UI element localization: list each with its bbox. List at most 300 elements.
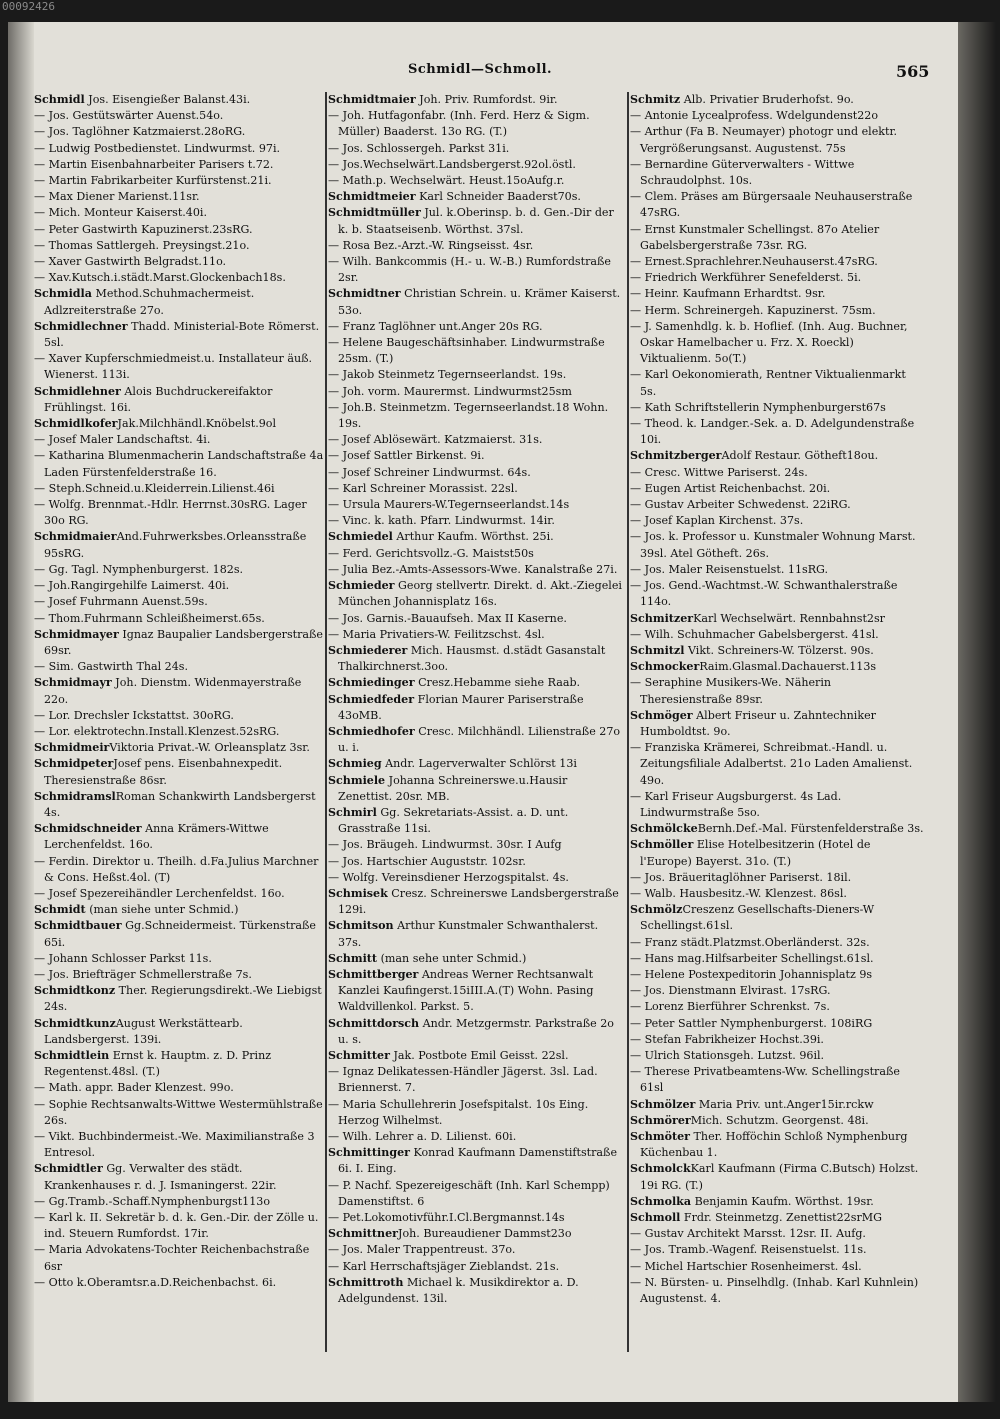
entry-text: Johanna Schreinerswe.u.Hausir Zenettist. 20sr. MB. (338, 773, 568, 803)
directory-entry (328, 967, 622, 1016)
entry-text: — Ernst Kunstmaler Schellingst. 87o Atelier Gabelsbergerstraße 73sr. RG. (630, 222, 880, 252)
directory-entry (630, 124, 924, 156)
directory-entry (630, 1210, 924, 1226)
directory-entry (630, 643, 924, 659)
directory-entry (34, 594, 328, 610)
directory-entry (630, 1048, 924, 1064)
entry-text: — Jos. Bräueritaglöhner Pariserst. 18il. (630, 870, 852, 884)
directory-entry (34, 1097, 328, 1129)
entry-text: — Joh.B. Steinmetzm. Tegernseerlandst.18 Wohn. 19s. (328, 400, 609, 431)
directory-entry (328, 254, 622, 286)
entry-text: — Herm. Schreinergeh. Kapuzinerst. 75sm. (630, 303, 876, 317)
entry-text: — Helene Baugeschäftsinhaber. Lindwurmstraße 25sm. (T.) (328, 336, 605, 366)
directory-entry (630, 1064, 924, 1096)
entry-text: — Helene Postexpeditorin Johannisplatz 9s (630, 967, 873, 981)
directory-entry (328, 432, 622, 448)
directory-entry (630, 1275, 924, 1307)
entry-text: Creszenz Gesellschafts-Dieners-W Schellingst.61sl. (640, 903, 875, 933)
directory-entry (328, 562, 622, 578)
directory-entry (630, 1016, 924, 1032)
entry-text: — Jos. Briefträger Schmellerstraße 7s. (34, 967, 252, 981)
directory-entry (630, 400, 924, 416)
entry-text: — Ernest.Sprachlehrer.Neuhauserst.47sRG. (630, 255, 878, 269)
directory-entry (630, 529, 924, 561)
directory-entry (34, 351, 328, 383)
entry-text: Benjamin Kaufm. Wörthst. 19sr. (691, 1194, 874, 1208)
entry-text: Ernst k. Hauptm. z. D. Prinz Regentenst.48sl. (T.) (44, 1048, 272, 1079)
entry-text: — Sophie Rechtsanwalts-Wittwe Westermühlstraße 26s. (34, 1097, 323, 1127)
directory-entry (630, 367, 924, 399)
directory-entry (34, 1080, 328, 1096)
column-divider (325, 92, 327, 1352)
directory-entry (34, 157, 328, 173)
entry-text: Frdr. Steinmetzg. Zenettist22srMG (680, 1211, 882, 1225)
entry-surname: Schmidl (34, 93, 85, 106)
entry-text: — Seraphine Musikers-We. Näherin Theresienstraße 89sr. (630, 676, 832, 706)
directory-entry (328, 578, 622, 610)
entry-text: — Antonie Lycealprofess. Wdelgundenst22o (630, 109, 879, 123)
entry-text: — Katharina Blumenmacherin Landschaftstraße 4a Laden Fürstenfelderstraße 16. (34, 449, 324, 479)
entry-surname: Schmidtlein (34, 1048, 110, 1062)
directory-entry (328, 870, 622, 886)
directory-entry (34, 562, 328, 578)
entry-text: — Theod. k. Landger.-Sek. a. D. Adelgundenstraße 10i. (630, 417, 915, 447)
directory-entry (34, 416, 328, 432)
entry-text: — Steph.Schneid.u.Kleiderrein.Lilienst.46i (34, 481, 275, 495)
directory-entry (328, 400, 622, 432)
entry-text: — Vinc. k. kath. Pfarr. Lindwurmst. 14ir. (328, 514, 555, 528)
directory-entry (630, 1032, 924, 1048)
directory-entry (328, 1178, 622, 1210)
directory-entry (630, 902, 924, 934)
directory-entry (630, 999, 924, 1015)
directory-entry (328, 1275, 622, 1307)
directory-entry (328, 1097, 622, 1129)
entry-text: — Pet.Lokomotivführ.I.Cl.Bergmannst.14s (328, 1211, 565, 1225)
entry-text: — Franz Taglöhner unt.Anger 20s RG. (328, 319, 543, 333)
entry-text: — Mich. Monteur Kaiserst.40i. (34, 206, 207, 220)
entry-text: Joh. Dienstm. Widenmayerstraße 22o. (44, 676, 302, 706)
entry-text: — Ignaz Delikatessen-Händler Jägerst. 3sl. Lad. Briennerst. 7. (328, 1065, 598, 1095)
entry-text: — Jos. Hartschier Auguststr. 102sr. (328, 854, 526, 868)
directory-entry (630, 562, 924, 578)
directory-entry (630, 1242, 924, 1258)
entry-text: — Friedrich Werkführer Senefelderst. 5i. (630, 271, 862, 285)
entry-text: Bernh.Def.-Mal. Fürstenfelderstraße 3s. (697, 822, 924, 836)
entry-surname: Schmidmayer (34, 627, 119, 641)
directory-entry (630, 708, 924, 740)
directory-entry (630, 465, 924, 481)
entry-text: — Joh.Rangirgehilfe Laimerst. 40i. (34, 579, 230, 593)
directory-entry (630, 157, 924, 189)
directory-entry (34, 789, 328, 821)
entry-surname: Schmolck (630, 1162, 691, 1176)
entry-surname: Schmidmayr (34, 676, 112, 690)
directory-entry (34, 854, 328, 886)
entry-text: — Lorenz Bierführer Schrenkst. 7s. (630, 1000, 830, 1014)
entry-text: Anna Krämers-Wittwe Lerchenfeldst. 16o. (44, 822, 269, 852)
entry-text: — Wilh. Lehrer a. D. Lilienst. 60i. (328, 1130, 517, 1143)
entry-text: — Franziska Krämerei, Schreibmat.-Handl. u. Zeitungsfiliale Adalbertst. 21o Laden Amalienst. 49o. (630, 741, 913, 787)
entry-surname: Schmiedinger (328, 676, 415, 690)
entry-text: Andr. Metzgermstr. Parkstraße 2o u. s. (338, 1016, 614, 1046)
entry-text: (man sehe unter Schmid.) (377, 951, 527, 965)
entry-surname: Schmitter (328, 1048, 390, 1062)
entry-surname: Schmidlehner (34, 384, 121, 398)
directory-entry (34, 756, 328, 788)
directory-entry (630, 1259, 924, 1275)
entry-surname: Schmiele (328, 773, 386, 787)
directory-entry (328, 238, 622, 254)
entry-text: Arthur Kunstmaler Schwanthalerst. 37s. (338, 919, 599, 949)
entry-surname: Schmittroth (328, 1275, 404, 1289)
entry-text: — Lor. Drechsler Ickstattst. 30oRG. (34, 708, 234, 722)
entry-surname: Schmölcke (630, 822, 698, 836)
column-1 (34, 92, 328, 1297)
directory-entry (328, 92, 622, 108)
directory-entry (630, 983, 924, 999)
entry-text: — Maria Privatiers-W. Feilitzschst. 4sl. (328, 627, 545, 641)
directory-entry (328, 1016, 622, 1048)
directory-entry (328, 108, 622, 140)
directory-entry (630, 254, 924, 270)
directory-entry (34, 173, 328, 189)
entry-text: — Martin Fabrikarbeiter Kurfürstenst.21i. (34, 174, 272, 188)
entry-text: Gg.Schneidermeist. Türkenstraße 65i. (44, 919, 316, 949)
directory-entry (34, 497, 328, 529)
entry-text: — Jos. Maler Reisenstuelst. 11sRG. (630, 562, 829, 576)
directory-entry (630, 481, 924, 497)
entry-surname: Schmidschneider (34, 822, 142, 836)
directory-entry (328, 643, 622, 675)
entry-text: — Rosa Bez.-Arzt.-W. Ringseisst. 4sr. (328, 238, 534, 252)
entry-text: Viktoria Privat.-W. Orleansplatz 3sr. (109, 741, 310, 755)
directory-entry (630, 837, 924, 869)
directory-entry (630, 675, 924, 707)
entry-text: — Eugen Artist Reichenbachst. 20i. (630, 481, 831, 495)
directory-entry (630, 108, 924, 124)
column-divider (627, 92, 629, 1352)
entry-text: — Xaver Kupferschmiedmeist.u. Installateur äuß. Wienerst. 113i. (34, 352, 313, 382)
entry-surname: Schmolka (630, 1194, 692, 1208)
entry-text: — Maria Advokatens-Tochter Reichenbachstraße 6sr (34, 1243, 310, 1273)
directory-entry (630, 513, 924, 529)
directory-entry (34, 740, 328, 756)
entry-text: — Walb. Hausbesitz.-W. Klenzest. 86sl. (630, 886, 847, 900)
entry-text: — P. Nachf. Spezereigeschäft (Inh. Karl Schempp) Damenstiftst. 6 (328, 1178, 610, 1208)
directory-entry (34, 659, 328, 675)
directory-page (8, 22, 966, 1402)
entry-text: Karl Wechselwärt. Rennbahnst2sr (693, 611, 885, 625)
directory-entry (328, 141, 622, 157)
entry-text: — Clem. Präses am Bürgersaale Neuhauserstraße 47sRG. (630, 190, 913, 220)
entry-text: Cresz.Hebamme siehe Raab. (414, 676, 581, 690)
directory-entry (328, 189, 622, 205)
entry-text: — Joh. vorm. Maurermst. Lindwurmst25sm (328, 384, 572, 398)
directory-entry (328, 1242, 622, 1258)
entry-text: — Jos. Schlossergeh. Parkst 31i. (328, 141, 510, 155)
entry-text: — Kath Schriftstellerin Nymphenburgerst67s (630, 400, 886, 414)
entry-text: — Stefan Fabrikheizer Hochst.39i. (630, 1032, 824, 1046)
page-number: 565 (896, 62, 930, 81)
entry-text: Elise Hotelbesitzerin (Hotel de l'Europe) Bayerst. 31o. (T.) (640, 838, 871, 868)
directory-entry (630, 189, 924, 221)
directory-entry (328, 805, 622, 837)
entry-text: Ther. Regierungsdirekt.-We Liebigst 24s. (44, 984, 322, 1014)
entry-text: — Vikt. Buchbindermeist.-We. Maximilianstraße 3 Entresol. (34, 1130, 315, 1160)
directory-entry (34, 222, 328, 238)
entry-text: Ignaz Baupalier Landsbergerstraße 69sr. (44, 627, 323, 657)
entry-surname: Schmiederer (328, 643, 408, 657)
entry-surname: Schmidtkonz (34, 984, 116, 998)
directory-entry (630, 821, 924, 837)
directory-entry (328, 886, 622, 918)
directory-entry (34, 270, 328, 286)
entry-surname: Schmidtler (34, 1162, 103, 1176)
directory-entry (34, 189, 328, 205)
entry-surname: Schmölz (630, 903, 683, 917)
entry-text: — Sim. Gastwirth Thal 24s. (34, 660, 189, 674)
entry-surname: Schmieder (328, 579, 395, 593)
entry-surname: Schmitt (328, 951, 378, 965)
entry-surname: Schmoll (630, 1211, 681, 1225)
entry-text: — Wolfg. Vereinsdiener Herzogspitalst. 4s. (328, 870, 569, 884)
entry-text: — Jos. Garnis.-Bauaufseh. Max II Kaserne. (328, 611, 567, 625)
entry-surname: Schmittdorsch (328, 1016, 420, 1030)
directory-entry (328, 692, 622, 724)
directory-entry (34, 627, 328, 659)
entry-surname: Schmittinger (328, 1146, 410, 1160)
entry-text: — Jos. Gend.-Wachtmst.-W. Schwanthalerstraße 114o. (630, 579, 898, 609)
directory-entry (34, 448, 328, 480)
entry-text: — Bernardine Güterverwalters - Wittwe Schraudolphst. 10s. (630, 157, 855, 188)
entry-text: — Josef Fuhrmann Auenst.59s. (34, 595, 208, 609)
entry-surname: Schmidtkunz (34, 1016, 116, 1030)
directory-entry (630, 611, 924, 627)
directory-entry (34, 611, 328, 627)
entry-text: — Hans mag.Hilfsarbeiter Schellingst.61sl. (630, 951, 874, 965)
directory-entry (630, 1097, 924, 1113)
entry-text: Ther. Hofföchin Schloß Nymphenburg Küchenbau 1. (640, 1130, 908, 1160)
directory-entry (630, 92, 924, 108)
entry-text: (man siehe unter Schmid.) (85, 903, 239, 917)
entry-text: — J. Samenhdlg. k. b. Hoflief. (Inh. Aug. Buchner, Oskar Hamelbacher u. Frz. X. Roeckl) Viktualienm. 5o(T.) (630, 319, 908, 366)
directory-entry (328, 1129, 622, 1145)
entry-surname: Schmieg (328, 757, 382, 771)
entry-text: Georg stellvertr. Direkt. d. Akt.-Ziegelei München Johannisplatz 16s. (338, 579, 622, 609)
entry-text: — Josef Kaplan Kirchenst. 37s. (630, 514, 804, 528)
entry-text: — Jos. Taglöhner Katzmaierst.28oRG. (34, 125, 246, 139)
directory-entry (630, 951, 924, 967)
entry-text: Michael k. Musikdirektor a. D. Adelgundenst. 13il. (338, 1275, 579, 1306)
entry-text: — Jos. k. Professor u. Kunstmaler Wohnung Marst. 39sl. Atel Götheft. 26s. (630, 530, 916, 560)
directory-entry (630, 740, 924, 789)
entry-text: — Lor. elektrotechn.Install.Klenzest.52sRG. (34, 724, 280, 738)
directory-entry (328, 448, 622, 464)
running-head: Schmidl—Schmoll. (408, 62, 553, 77)
entry-surname: Schmocker (630, 660, 700, 674)
directory-entry (630, 935, 924, 951)
entry-text: — N. Bürsten- u. Pinselhdlg. (Inhab. Karl Kuhnlein) Augustenst. 4. (630, 1275, 919, 1306)
entry-text: Gg. Sekretariats-Assist. a. D. unt. Grasstraße 11si. (338, 805, 569, 836)
entry-text: Karl Kaufmann (Firma C.Butsch) Holzst. 19i RG. (T.) (640, 1162, 919, 1192)
directory-entry (34, 1194, 328, 1210)
entry-text: — Josef Sattler Birkenst. 9i. (328, 449, 485, 463)
entry-text: Jak.Milchhändl.Knöbelst.9ol (117, 417, 277, 431)
entry-text: — Ursula Maurers-W.Tegernseerlandst.14s (328, 498, 570, 512)
entry-text: — Josef Ablösewärt. Katzmaierst. 31s. (328, 433, 543, 447)
directory-entry (630, 659, 924, 675)
column-2 (328, 92, 622, 1306)
directory-entry (328, 951, 622, 967)
entry-text: — Arthur (Fa B. Neumayer) photogr und elektr. Vergrößerungsanst. Augustenst. 75s (630, 125, 898, 155)
directory-entry (328, 546, 622, 562)
directory-entry (328, 465, 622, 481)
entry-text: — Math. appr. Bader Klenzest. 99o. (34, 1081, 234, 1095)
directory-entry (34, 708, 328, 724)
directory-entry (328, 1259, 622, 1275)
entry-text: — Max Diener Marienst.11sr. (34, 190, 200, 204)
directory-entry (34, 724, 328, 740)
entry-surname: Schmidmaier (34, 530, 117, 544)
directory-entry (34, 1275, 328, 1291)
entry-text: — Karl Schreiner Morassist. 22sl. (328, 481, 518, 495)
entry-surname: Schmitzl (630, 643, 685, 657)
entry-text: — Jos.Wechselwärt.Landsbergerst.92ol.östl. (328, 157, 576, 171)
directory-entry (34, 384, 328, 416)
directory-entry (630, 967, 924, 983)
entry-text: Adolf Restaur. Götheft18ou. (721, 449, 879, 463)
directory-entry (630, 1194, 924, 1210)
entry-surname: Schmitzer (630, 611, 694, 625)
directory-entry (34, 1210, 328, 1242)
directory-entry (328, 724, 622, 756)
directory-entry (630, 270, 924, 286)
entry-surname: Schmidlkofer (34, 417, 118, 431)
page-edge-shadow (958, 22, 996, 1402)
entry-surname: Schmiedfeder (328, 692, 415, 706)
entry-text: — Wolfg. Brennmat.-Hdlr. Herrnst.30sRG. Lager 30o RG. (34, 498, 307, 528)
entry-text: Konrad Kaufmann Damenstiftstraße 6i. I. Eing. (338, 1146, 618, 1176)
directory-entry (630, 870, 924, 886)
entry-text: — Ferdin. Direktor u. Theilh. d.Fa.Julius Marchner & Cons. Heßst.4ol. (T) (34, 854, 319, 884)
entry-surname: Schmitzberger (630, 449, 722, 463)
entry-text: — Gg. Tagl. Nymphenburgerst. 182s. (34, 562, 244, 576)
entry-text: — Martin Eisenbahnarbeiter Parisers t.72. (34, 157, 274, 171)
directory-entry (34, 481, 328, 497)
directory-entry (34, 1016, 328, 1048)
entry-text: Roman Schankwirth Landsbergerst 4s. (44, 789, 316, 819)
entry-text: Christian Schrein. u. Krämer Kaiserst. 53o. (338, 287, 621, 317)
entry-text: Cresz. Schreinerswe Landsbergerstraße 129i. (338, 886, 619, 917)
entry-text: Jos. Eisengießer Balanst.43i. (84, 93, 251, 106)
directory-entry (328, 918, 622, 950)
entry-surname: Schmöter (630, 1130, 690, 1143)
directory-entry (328, 335, 622, 367)
directory-entry (34, 967, 328, 983)
entry-text: — Cresc. Wittwe Pariserst. 24s. (630, 465, 808, 479)
directory-entry (328, 513, 622, 529)
directory-entry (328, 286, 622, 318)
entry-surname: Schmölzer (630, 1097, 696, 1111)
directory-entry (34, 983, 328, 1015)
entry-text: Cresc. Milchhändl. Lilienstraße 27o u. i. (338, 724, 621, 755)
directory-entry (34, 254, 328, 270)
entry-text: — Josef Schreiner Lindwurmst. 64s. (328, 465, 531, 479)
entry-surname: Schmidt (34, 903, 86, 917)
directory-entry (328, 837, 622, 853)
entry-surname: Schmidlechner (34, 319, 128, 333)
entry-surname: Schmitson (328, 919, 394, 933)
entry-text: — Josef Maler Landschaftst. 4i. (34, 433, 211, 447)
entry-text: Alois Buchdruckereifaktor Frühlingst. 16i. (44, 384, 273, 414)
entry-text: — Thomas Sattlergeh. Preysingst.21o. (34, 238, 250, 252)
directory-entry (328, 1064, 622, 1096)
directory-entry (630, 789, 924, 821)
directory-entry (328, 529, 622, 545)
entry-text: — Math.p. Wechselwärt. Heust.15oAufg.r. (328, 174, 565, 188)
entry-surname: Schmitz (630, 93, 681, 106)
directory-entry (630, 578, 924, 610)
entry-surname: Schmidla (34, 287, 92, 301)
entry-text: Jak. Postbote Emil Geisst. 22sl. (389, 1048, 569, 1062)
entry-surname: Schmidramsl (34, 789, 116, 803)
directory-entry (34, 1129, 328, 1161)
entry-text: Mich. Schutzm. Georgenst. 48i. (690, 1113, 869, 1127)
directory-entry (328, 756, 622, 772)
directory-entry (328, 675, 622, 691)
directory-entry (630, 448, 924, 464)
entry-text: — Xaver Gastwirth Belgradst.11o. (34, 255, 227, 269)
directory-entry (34, 951, 328, 967)
entry-surname: Schmidpeter (34, 757, 114, 771)
entry-surname: Schmidtner (328, 287, 401, 301)
entry-surname: Schmöger (630, 708, 693, 722)
entry-text: — Gg.Tramb.-Schaff.Nymphenburgst113o (34, 1194, 271, 1208)
directory-entry (630, 286, 924, 302)
entry-surname: Schmöller (630, 838, 694, 852)
directory-entry (34, 821, 328, 853)
directory-entry (630, 1161, 924, 1193)
directory-entry (34, 141, 328, 157)
directory-entry (34, 578, 328, 594)
directory-entry (630, 1226, 924, 1242)
directory-entry (630, 319, 924, 368)
entry-text: Raim.Glasmal.Dachauerst.113s (699, 660, 877, 674)
entry-text: — Thom.Fuhrmann Schleißheimerst.65s. (34, 611, 265, 625)
directory-entry (328, 1226, 622, 1242)
directory-entry (328, 1048, 622, 1064)
entry-text: — Michel Hartschier Rosenheimerst. 4sl. (630, 1259, 862, 1273)
entry-text: Joh. Bureaudiener Dammst23o (398, 1227, 572, 1241)
entry-surname: Schmiedhofer (328, 724, 415, 738)
entry-surname: Schmidtbauer (34, 919, 122, 933)
directory-entry (34, 124, 328, 140)
entry-text: — Franz städt.Platzmst.Oberländerst. 32s. (630, 935, 870, 949)
directory-entry (328, 481, 622, 497)
entry-text: — Therese Privatbeamtens-Ww. Schellingstraße 61sl (630, 1065, 900, 1095)
entry-surname: Schmidmeir (34, 741, 110, 755)
directory-entry (34, 286, 328, 318)
directory-entry (630, 1129, 924, 1161)
entry-text: Gg. Verwalter des städt. Krankenhauses r. d. J. Ismaningerst. 22ir. (44, 1162, 277, 1192)
entry-text: Josef pens. Eisenbahnexpedit. Theresienstraße 86sr. (44, 757, 283, 787)
directory-entry (328, 854, 622, 870)
entry-text: — Wilh. Bankcommis (H.- u. W.-B.) Rumfordstraße 2sr. (328, 255, 611, 285)
entry-text: — Karl Herrschaftsjäger Zieblandst. 21s. (328, 1259, 560, 1273)
directory-entry (34, 1048, 328, 1080)
directory-entry (34, 319, 328, 351)
